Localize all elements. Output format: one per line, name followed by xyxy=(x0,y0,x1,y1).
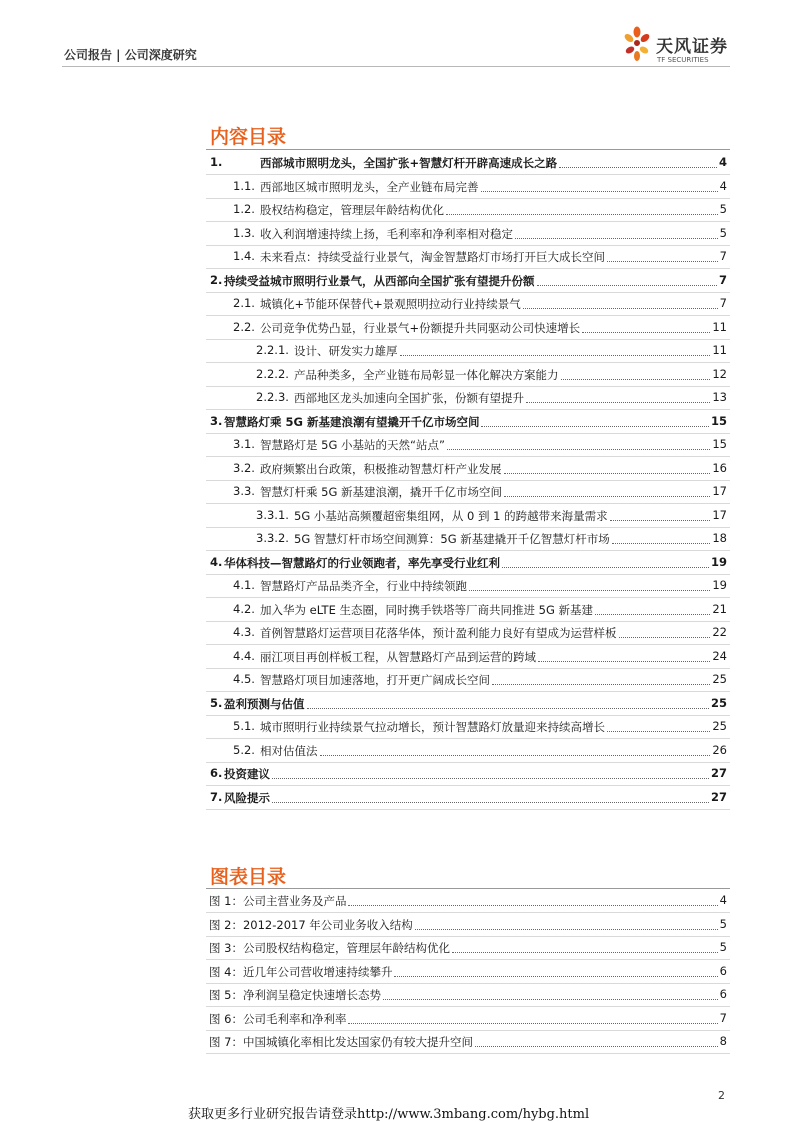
toc-entry-number: 2.2.1. xyxy=(256,343,289,357)
toc-leader-dots xyxy=(523,292,718,309)
toc-leader-dots xyxy=(447,433,710,450)
figure-entry[interactable] xyxy=(206,1007,730,1031)
toc-entry-number: 4.3. xyxy=(233,625,255,639)
toc-entry-text: 西部地区城市照明龙头，全产业链布局完善 xyxy=(260,179,479,194)
toc-entry-page: 17 xyxy=(712,484,727,498)
toc-leader-dots xyxy=(607,715,710,732)
figure-entry[interactable] xyxy=(206,889,730,913)
figure-entry-text: 图 5：净利润呈稳定快速增长态势 xyxy=(209,988,381,1002)
brand-name-en: TF SECURITIES xyxy=(657,56,709,64)
toc-title: 内容目录 xyxy=(210,126,287,148)
toc-entry-text: 西部地区龙头加速向全国扩张，份额有望提升 xyxy=(294,391,524,405)
figure-entry-page: 6 xyxy=(719,963,727,978)
toc-entry-text: 5G 智慧灯杆市场空间测算：5G 新基建撬开千亿智慧灯杆市场 xyxy=(294,532,610,546)
toc-leader-dots xyxy=(504,480,710,497)
toc-leader-dots xyxy=(502,551,709,568)
toc-entry-page: 22 xyxy=(712,625,727,639)
toc-entry-page: 26 xyxy=(712,742,727,757)
toc-entry[interactable] xyxy=(206,245,730,269)
toc-entry-text: 相对估值法 xyxy=(260,743,318,758)
header-left-text: 公司报告 | 公司深度研究 xyxy=(64,48,197,62)
toc-leader-dots xyxy=(469,574,710,591)
toc-entry-text: 股权结构稳定，管理层年龄结构优化 xyxy=(260,203,444,217)
toc-entry-text: 未来看点：持续受益行业景气，淘金智慧路灯市场打开巨大成长空间 xyxy=(260,250,605,264)
toc-entry-page: 15 xyxy=(710,413,727,428)
toc-entry-number: 1.1. xyxy=(233,178,255,193)
toc-leader-dots xyxy=(400,339,711,356)
toc-entry[interactable] xyxy=(206,574,730,598)
toc-entry-text: 智慧路灯乘 5G 新基建浪潮有望撬开千亿市场空间 xyxy=(224,414,480,429)
toc-entry-number: 5.1. xyxy=(233,719,255,733)
toc-entry-page: 24 xyxy=(712,648,727,663)
toc-entry-page: 21 xyxy=(712,601,727,616)
toc-entry-text: 盈利预测与估值 xyxy=(224,696,305,711)
toc-entry[interactable] xyxy=(206,269,730,293)
toc-entry-number: 3. xyxy=(210,413,223,428)
toc-entry-page: 4 xyxy=(719,178,727,193)
toc-entry-text: 政府频繁出台政策，积极推动智慧灯杆产业发展 xyxy=(260,461,502,476)
figure-entry-page: 7 xyxy=(719,1010,727,1025)
toc-entry-page: 11 xyxy=(712,319,727,334)
toc-entry-text: 城市照明行业持续景气拉动增长，预计智慧路灯放量迎来持续高增长 xyxy=(260,720,605,734)
toc-entry[interactable] xyxy=(206,527,730,551)
toc-leader-dots xyxy=(272,786,709,803)
figure-entry[interactable] xyxy=(206,983,730,1007)
flower-logo-icon xyxy=(620,24,654,70)
figure-entry-page: 8 xyxy=(719,1034,727,1048)
toc-entry-number: 6. xyxy=(210,766,223,780)
toc-entry-text: 智慧灯杆乘 5G 新基建浪潮，撬开千亿市场空间 xyxy=(260,485,503,499)
toc-entry-page: 15 xyxy=(712,437,727,451)
toc-entry-number: 5.2. xyxy=(233,742,255,757)
toc-entry[interactable] xyxy=(206,339,730,363)
toc-entry[interactable] xyxy=(206,433,730,457)
toc-entry-text: 持续受益城市照明行业景气，从西部向全国扩张有望提升份额 xyxy=(224,273,535,288)
toc-entry-text: 首例智慧路灯运营项目花落华体，预计盈利能力良好有望成为运营样板 xyxy=(260,626,617,640)
toc-entry-page: 19 xyxy=(712,578,727,592)
page-number: 2 xyxy=(718,1089,725,1102)
toc-leader-dots xyxy=(272,762,709,779)
toc-leader-dots xyxy=(610,504,711,521)
toc-leader-dots xyxy=(492,668,710,685)
figure-entry[interactable] xyxy=(206,1030,730,1054)
toc-entry[interactable] xyxy=(206,363,730,387)
toc-entry-text: 5G 小基站高频覆超密集组网，从 0 到 1 的跨越带来海量需求 xyxy=(294,508,608,523)
toc-entry-number: 3.2. xyxy=(233,460,255,475)
toc-entry-number: 1.4. xyxy=(233,249,255,263)
toc-entry-number: 4.5. xyxy=(233,672,255,686)
figure-entry-text: 图 4：近几年公司营收增速持续攀升 xyxy=(209,964,393,979)
toc-entry-number: 1.2. xyxy=(233,202,255,216)
toc-entry[interactable] xyxy=(206,715,730,739)
toc-entry-text: 智慧路灯产品品类齐全，行业中持续领跑 xyxy=(260,579,467,593)
toc-entry-text: 加入华为 eLTE 生态圈，同时携手铁塔等厂商共同推进 5G 新基建 xyxy=(260,602,594,617)
toc-entry-number: 3.3.2. xyxy=(256,531,289,545)
toc-entry-number: 3.3. xyxy=(233,484,255,498)
toc-leader-dots xyxy=(559,151,717,168)
figure-leader-dots xyxy=(452,936,718,953)
footer-link-text[interactable]: 获取更多行业研究报告请登录http://www.3mbang.com/hybg.html xyxy=(188,1107,590,1122)
toc-entry[interactable] xyxy=(206,668,730,692)
figure-entry-page: 4 xyxy=(719,893,727,907)
toc-entry[interactable] xyxy=(206,598,730,622)
toc-entry-number: 1.3. xyxy=(233,225,255,240)
toc-entry-page: 16 xyxy=(712,460,727,475)
toc-entry-page: 25 xyxy=(712,672,727,686)
toc-leader-dots xyxy=(582,316,710,333)
toc-entry-page: 13 xyxy=(712,390,727,404)
figure-entry-text: 图 2：2012-2017 年公司业务收入结构 xyxy=(209,917,413,932)
figure-entry[interactable] xyxy=(206,913,730,937)
brand-name-cn: 天风证券 xyxy=(656,37,728,57)
toc-entry[interactable] xyxy=(206,316,730,340)
toc-entry[interactable] xyxy=(206,739,730,763)
toc-entry-number: 2.2.2. xyxy=(256,366,289,381)
toc-entry-number: 3.3.1. xyxy=(256,507,289,522)
toc-entry-text: 产品种类多，全产业链布局彰显一体化解决方案能力 xyxy=(294,367,559,382)
toc-entry[interactable] xyxy=(206,645,730,669)
toc-entry[interactable] xyxy=(206,292,730,316)
figure-leader-dots xyxy=(348,889,717,906)
toc-entry-page: 4 xyxy=(718,155,727,169)
toc-entry-number: 4. xyxy=(210,554,223,569)
figure-leader-dots xyxy=(348,1007,717,1024)
toc-entry[interactable] xyxy=(206,457,730,481)
toc-leader-dots xyxy=(504,457,711,474)
toc-leader-dots xyxy=(595,598,710,615)
toc-leader-dots xyxy=(481,175,718,192)
toc-entry[interactable] xyxy=(206,151,730,175)
figure-entry-text: 图 7：中国城镇化率相比发达国家仍有较大提升空间 xyxy=(209,1035,473,1049)
figure-leader-dots xyxy=(383,983,718,1000)
toc-entry-number: 5. xyxy=(210,695,223,710)
toc-entry[interactable] xyxy=(206,786,730,810)
toc-entry-number: 7. xyxy=(210,789,223,804)
toc-entry[interactable] xyxy=(206,621,730,645)
toc-entry-text: 风险提示 xyxy=(224,790,270,805)
figure-entry-page: 5 xyxy=(719,916,727,931)
figure-leader-dots xyxy=(394,960,717,977)
toc-leader-dots xyxy=(307,692,709,709)
toc-entry-page: 18 xyxy=(712,531,727,545)
toc-entry[interactable] xyxy=(206,480,730,504)
toc-entry-page: 25 xyxy=(710,695,727,710)
toc-entry-text: 华体科技—智慧路灯的行业领跑者，率先享受行业红利 xyxy=(224,555,500,570)
toc-entry-number: 1. xyxy=(210,155,223,169)
toc-entry-number: 2.2.3. xyxy=(256,390,289,404)
toc-entry-page: 7 xyxy=(718,272,727,287)
toc-leader-dots xyxy=(561,363,711,380)
toc-entry-text: 公司竞争优势凸显，行业景气+份额提升共同驱动公司快速增长 xyxy=(260,320,581,335)
toc-entry-page: 5 xyxy=(719,225,727,240)
toc-entry-page: 5 xyxy=(719,202,727,216)
toc-entry[interactable] xyxy=(206,386,730,410)
toc-entry[interactable] xyxy=(206,504,730,528)
toc-leader-dots xyxy=(607,245,718,262)
toc-title-rule xyxy=(206,149,730,150)
toc-entry-text: 收入利润增速持续上扬，毛利率和净利率相对稳定 xyxy=(260,226,513,241)
toc-entry-number: 4.1. xyxy=(233,578,255,592)
toc-entry-number: 3.1. xyxy=(233,437,255,451)
toc-entry-text: 智慧路灯是 5G 小基站的天然“站点” xyxy=(260,438,445,452)
figure-entry[interactable] xyxy=(206,936,730,960)
toc-leader-dots xyxy=(619,621,711,638)
figure-entry[interactable] xyxy=(206,960,730,984)
toc-entry-text: 西部城市照明龙头，全国扩张+智慧灯杆开辟高速成长之路 xyxy=(260,156,558,170)
figure-entry-text: 图 6：公司毛利率和净利率 xyxy=(209,1011,347,1026)
toc-entry-page: 7 xyxy=(719,296,727,310)
toc-entry-page: 7 xyxy=(719,249,727,263)
figure-entry-text: 图 3：公司股权结构稳定，管理层年龄结构优化 xyxy=(209,941,450,955)
toc-entry[interactable] xyxy=(206,175,730,199)
toc-entry-page: 19 xyxy=(710,554,727,569)
toc-entry-number: 2.1. xyxy=(233,296,255,310)
toc-leader-dots xyxy=(481,410,709,427)
toc-entry-text: 设计、研发实力雄厚 xyxy=(294,344,398,358)
figure-entry-page: 5 xyxy=(719,940,727,954)
toc-leader-dots xyxy=(446,198,718,215)
figure-list-title: 图表目录 xyxy=(210,866,287,888)
toc-entry[interactable] xyxy=(206,410,730,434)
toc-entry-text: 城镇化+节能环保替代+景观照明拉动行业持续景气 xyxy=(260,297,521,311)
toc-entry-page: 17 xyxy=(712,507,727,522)
toc-leader-dots xyxy=(320,739,711,756)
toc-leader-dots xyxy=(537,269,717,286)
toc-entry[interactable] xyxy=(206,692,730,716)
toc-entry[interactable] xyxy=(206,198,730,222)
toc-leader-dots xyxy=(538,645,710,662)
toc-leader-dots xyxy=(526,386,710,403)
toc-entry-page: 25 xyxy=(712,719,727,733)
toc-entry-page: 27 xyxy=(710,789,727,804)
toc-entry-number: 2.2. xyxy=(233,319,255,334)
toc-entry-number: 2. xyxy=(210,272,223,287)
toc-entry-text: 丽江项目再创样板工程，从智慧路灯产品到运营的跨域 xyxy=(260,649,536,664)
toc-leader-dots xyxy=(612,527,711,544)
toc-entry-page: 12 xyxy=(712,366,727,381)
toc-entry[interactable] xyxy=(206,222,730,246)
brand-logo xyxy=(620,22,735,70)
figure-leader-dots xyxy=(475,1030,718,1047)
toc-entry[interactable] xyxy=(206,762,730,786)
toc-leader-dots xyxy=(515,222,718,239)
toc-entry-page: 11 xyxy=(712,343,727,357)
toc-entry-number: 4.2. xyxy=(233,601,255,616)
figure-leader-dots xyxy=(415,913,718,930)
toc-entry-text: 智慧路灯项目加速落地，打开更广阔成长空间 xyxy=(260,673,490,687)
toc-entry-page: 27 xyxy=(710,766,727,780)
toc-entry-number: 4.4. xyxy=(233,648,255,663)
figure-entry-page: 6 xyxy=(719,987,727,1001)
figure-entry-text: 图 1：公司主营业务及产品 xyxy=(209,894,347,908)
toc-entry[interactable] xyxy=(206,551,730,575)
toc-entry-text: 投资建议 xyxy=(224,767,270,781)
